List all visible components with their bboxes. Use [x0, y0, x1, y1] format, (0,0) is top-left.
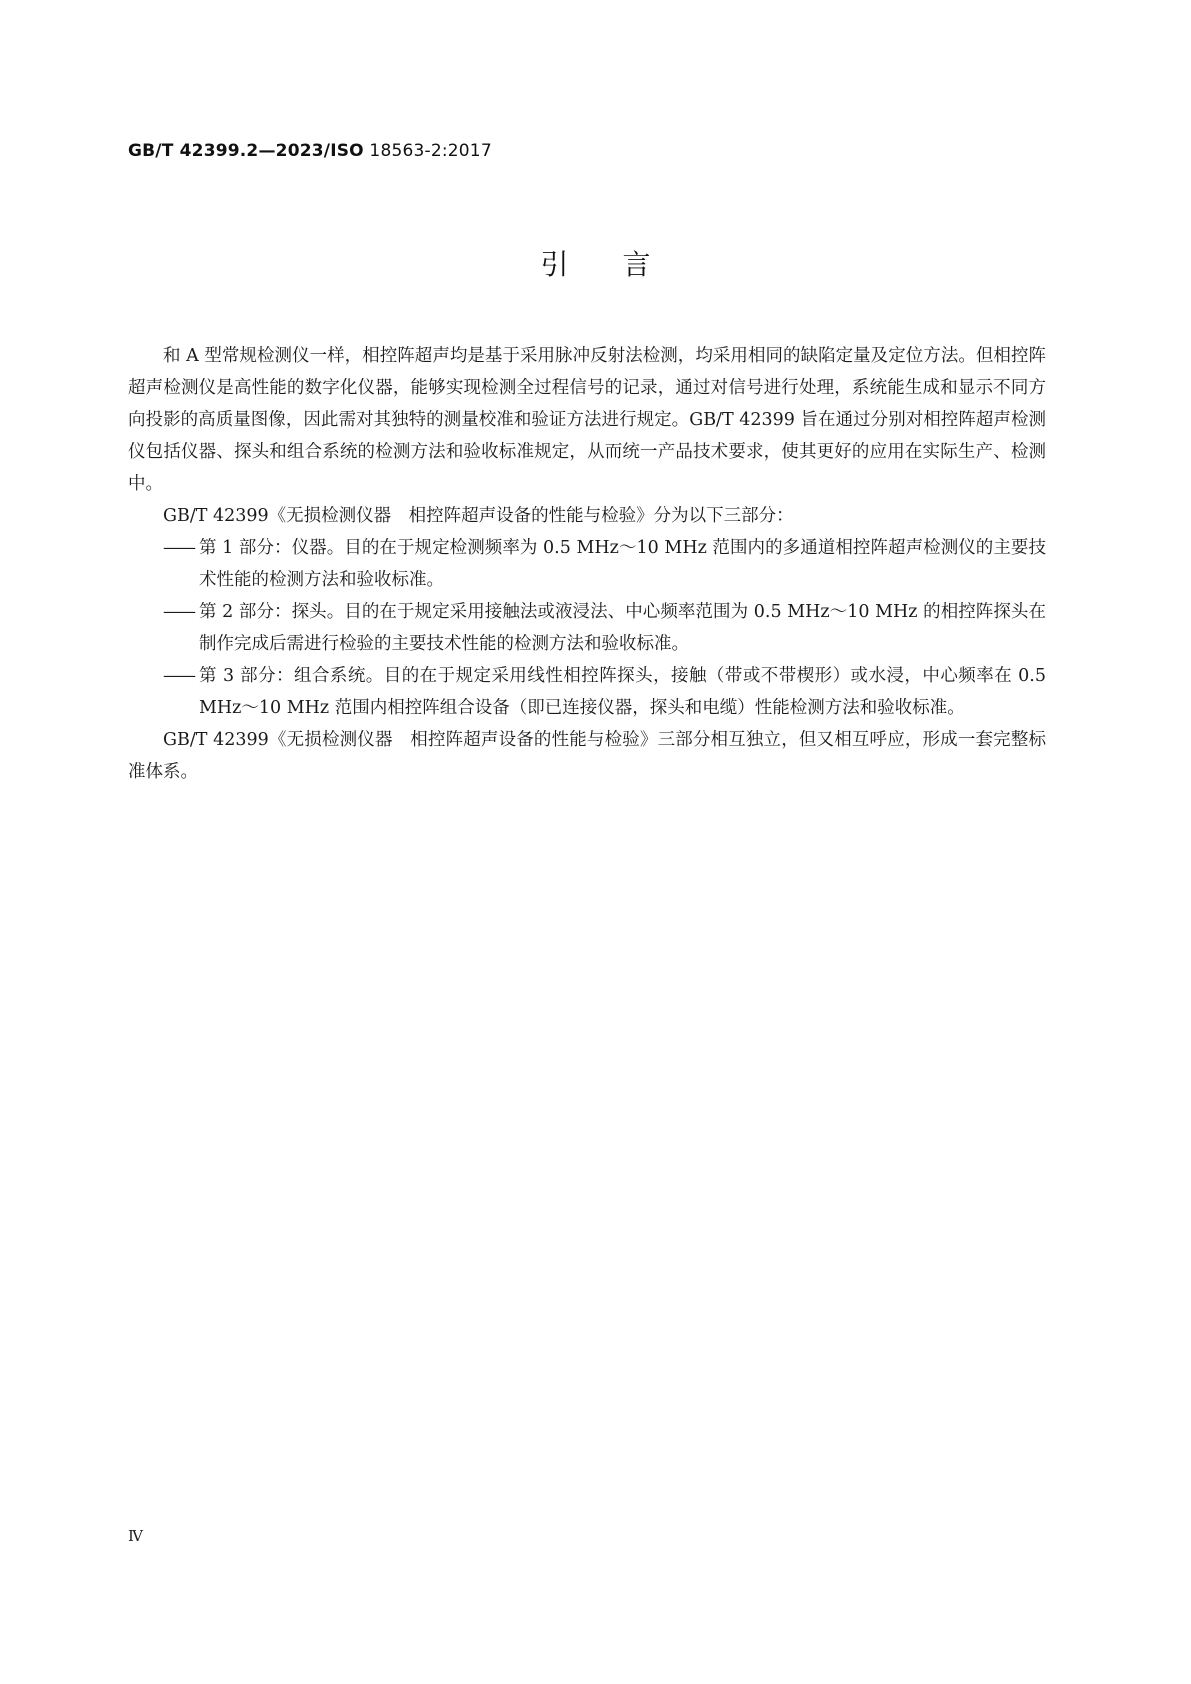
closing-paragraph: GB/T 42399《无损检测仪器 相控阵超声设备的性能与检验》三部分相互独立，但又相互呼应，形成一套完整标准体系。 [128, 730, 1046, 782]
intro-paragraph: 和 A 型常规检测仪一样，相控阵超声均是基于采用脉冲反射法检测，均采用相同的缺陷定量及定位方法。但相控阵超声检测仪是高性能的数字化仪器，能够实现检测全过程信号的记录，通过对信号进行处理，系统能生成和显示不同方向投影的高质量图像，因此需对其独特的测量校准和验证方法进行规定。GB/T 42399 旨在通过分别对相控阵超声检测仪包括仪器、探头和组合系统的检测方法和验收标准规定，从而统一产品技术要求，使其更好的应用在实际生产、检测中。 [128, 346, 1046, 494]
list-item-part-1 [128, 532, 1046, 596]
list-item-part-2 [128, 596, 1046, 660]
page-title: 引言 [540, 248, 705, 281]
standard-header [128, 141, 492, 161]
list-dash: —— [163, 666, 194, 686]
page-number: Ⅳ [128, 1527, 143, 1545]
standard-suffix: 18563-2:2017 [369, 141, 492, 161]
standard-code: GB/T 42399.2—2023/ISO [128, 141, 364, 161]
list-item-part-3 [128, 660, 1046, 724]
list-item-text: 第 1 部分：仪器。目的在于规定检测频率为 0.5 MHz～10 MHz 范围内的多通道相控阵超声检测仪的主要技术性能的检测方法和验收标准。 [199, 538, 1046, 590]
list-dash: —— [163, 602, 194, 622]
body-text [128, 340, 1046, 788]
parts-intro-paragraph: GB/T 42399《无损检测仪器 相控阵超声设备的性能与检验》分为以下三部分： [163, 506, 794, 526]
list-item-text: 第 2 部分：探头。目的在于规定采用接触法或液浸法、中心频率范围为 0.5 MHz～10 MHz 的相控阵探头在制作完成后需进行检验的主要技术性能的检测方法和验收标准。 [199, 602, 1046, 654]
list-dash: —— [163, 538, 194, 558]
list-item-text: 第 3 部分：组合系统。目的在于规定采用线性相控阵探头，接触（带或不带楔形）或水浸，中心频率在 0.5 MHz～10 MHz 范围内相控阵组合设备（即已连接仪器，探头和电缆）性能检测方法和验收标准。 [199, 666, 1046, 718]
